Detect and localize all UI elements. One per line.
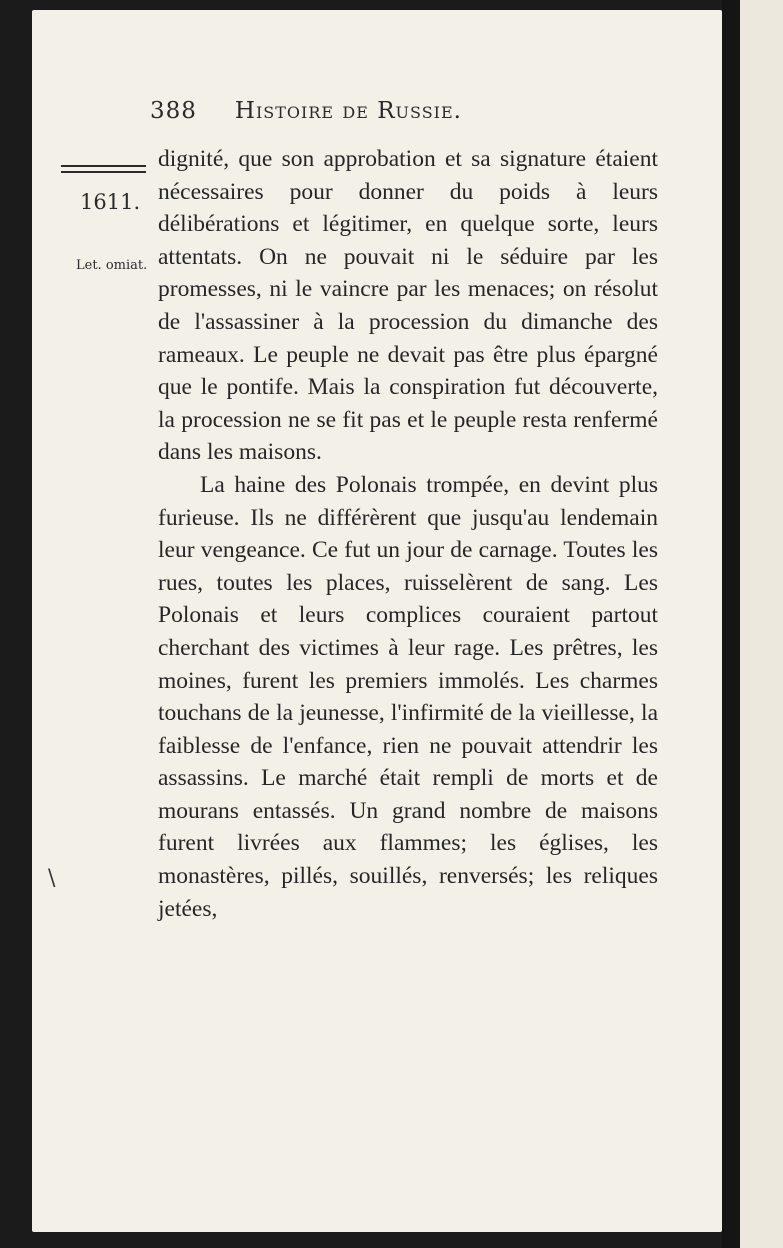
running-title: Histoire de Russie. (234, 98, 462, 124)
running-header (150, 98, 670, 124)
margin-note: Let. omiat. (76, 258, 148, 273)
pencil-mark: \ (48, 866, 56, 891)
page-number: 388 (150, 98, 197, 124)
margin-rule (61, 171, 146, 173)
paragraph: dignité, que son approbation et sa signature étaient nécessaires pour donner du poids à leurs délibérations et légitimer, en quelque sorte, leurs attentats. On ne pouvait ni le séduire par les promesses, ni le vaincre par les menaces; on résolut de l'assassiner à la procession du dimanche des rameaux. Le peuple ne devait pas être plus épargné que le pontife. Mais la conspiration fut découverte, la procession ne se fit pas et le peuple resta renfermé dans les maisons. (158, 146, 658, 466)
margin-year: 1611. (80, 190, 141, 214)
book-gutter (722, 0, 740, 1248)
facing-page-edge (740, 0, 783, 1248)
margin-rule (61, 165, 146, 167)
body-text (158, 143, 658, 925)
paragraph: La haine des Polonais trompée, en devint plus furieuse. Ils ne différèrent que jusqu'au lendemain leur vengeance. Ce fut un jour de carnage. Toutes les rues, toutes les places, ruisselèrent de sang. Les Polonais et leurs complices couraient partout cherchant des victimes à leur rage. Les prêtres, les moines, furent les premiers immolés. Les charmes touchans de la jeunesse, l'infirmité de la vieillesse, la faiblesse de l'enfance, rien ne pouvait attendrir les assassins. Le marché était rempli de morts et de mourans entassés. Un grand nombre de maisons furent livrées aux flammes; les églises, les monastères, pillés, souillés, renversés; les reliques jetées, (158, 471, 658, 922)
